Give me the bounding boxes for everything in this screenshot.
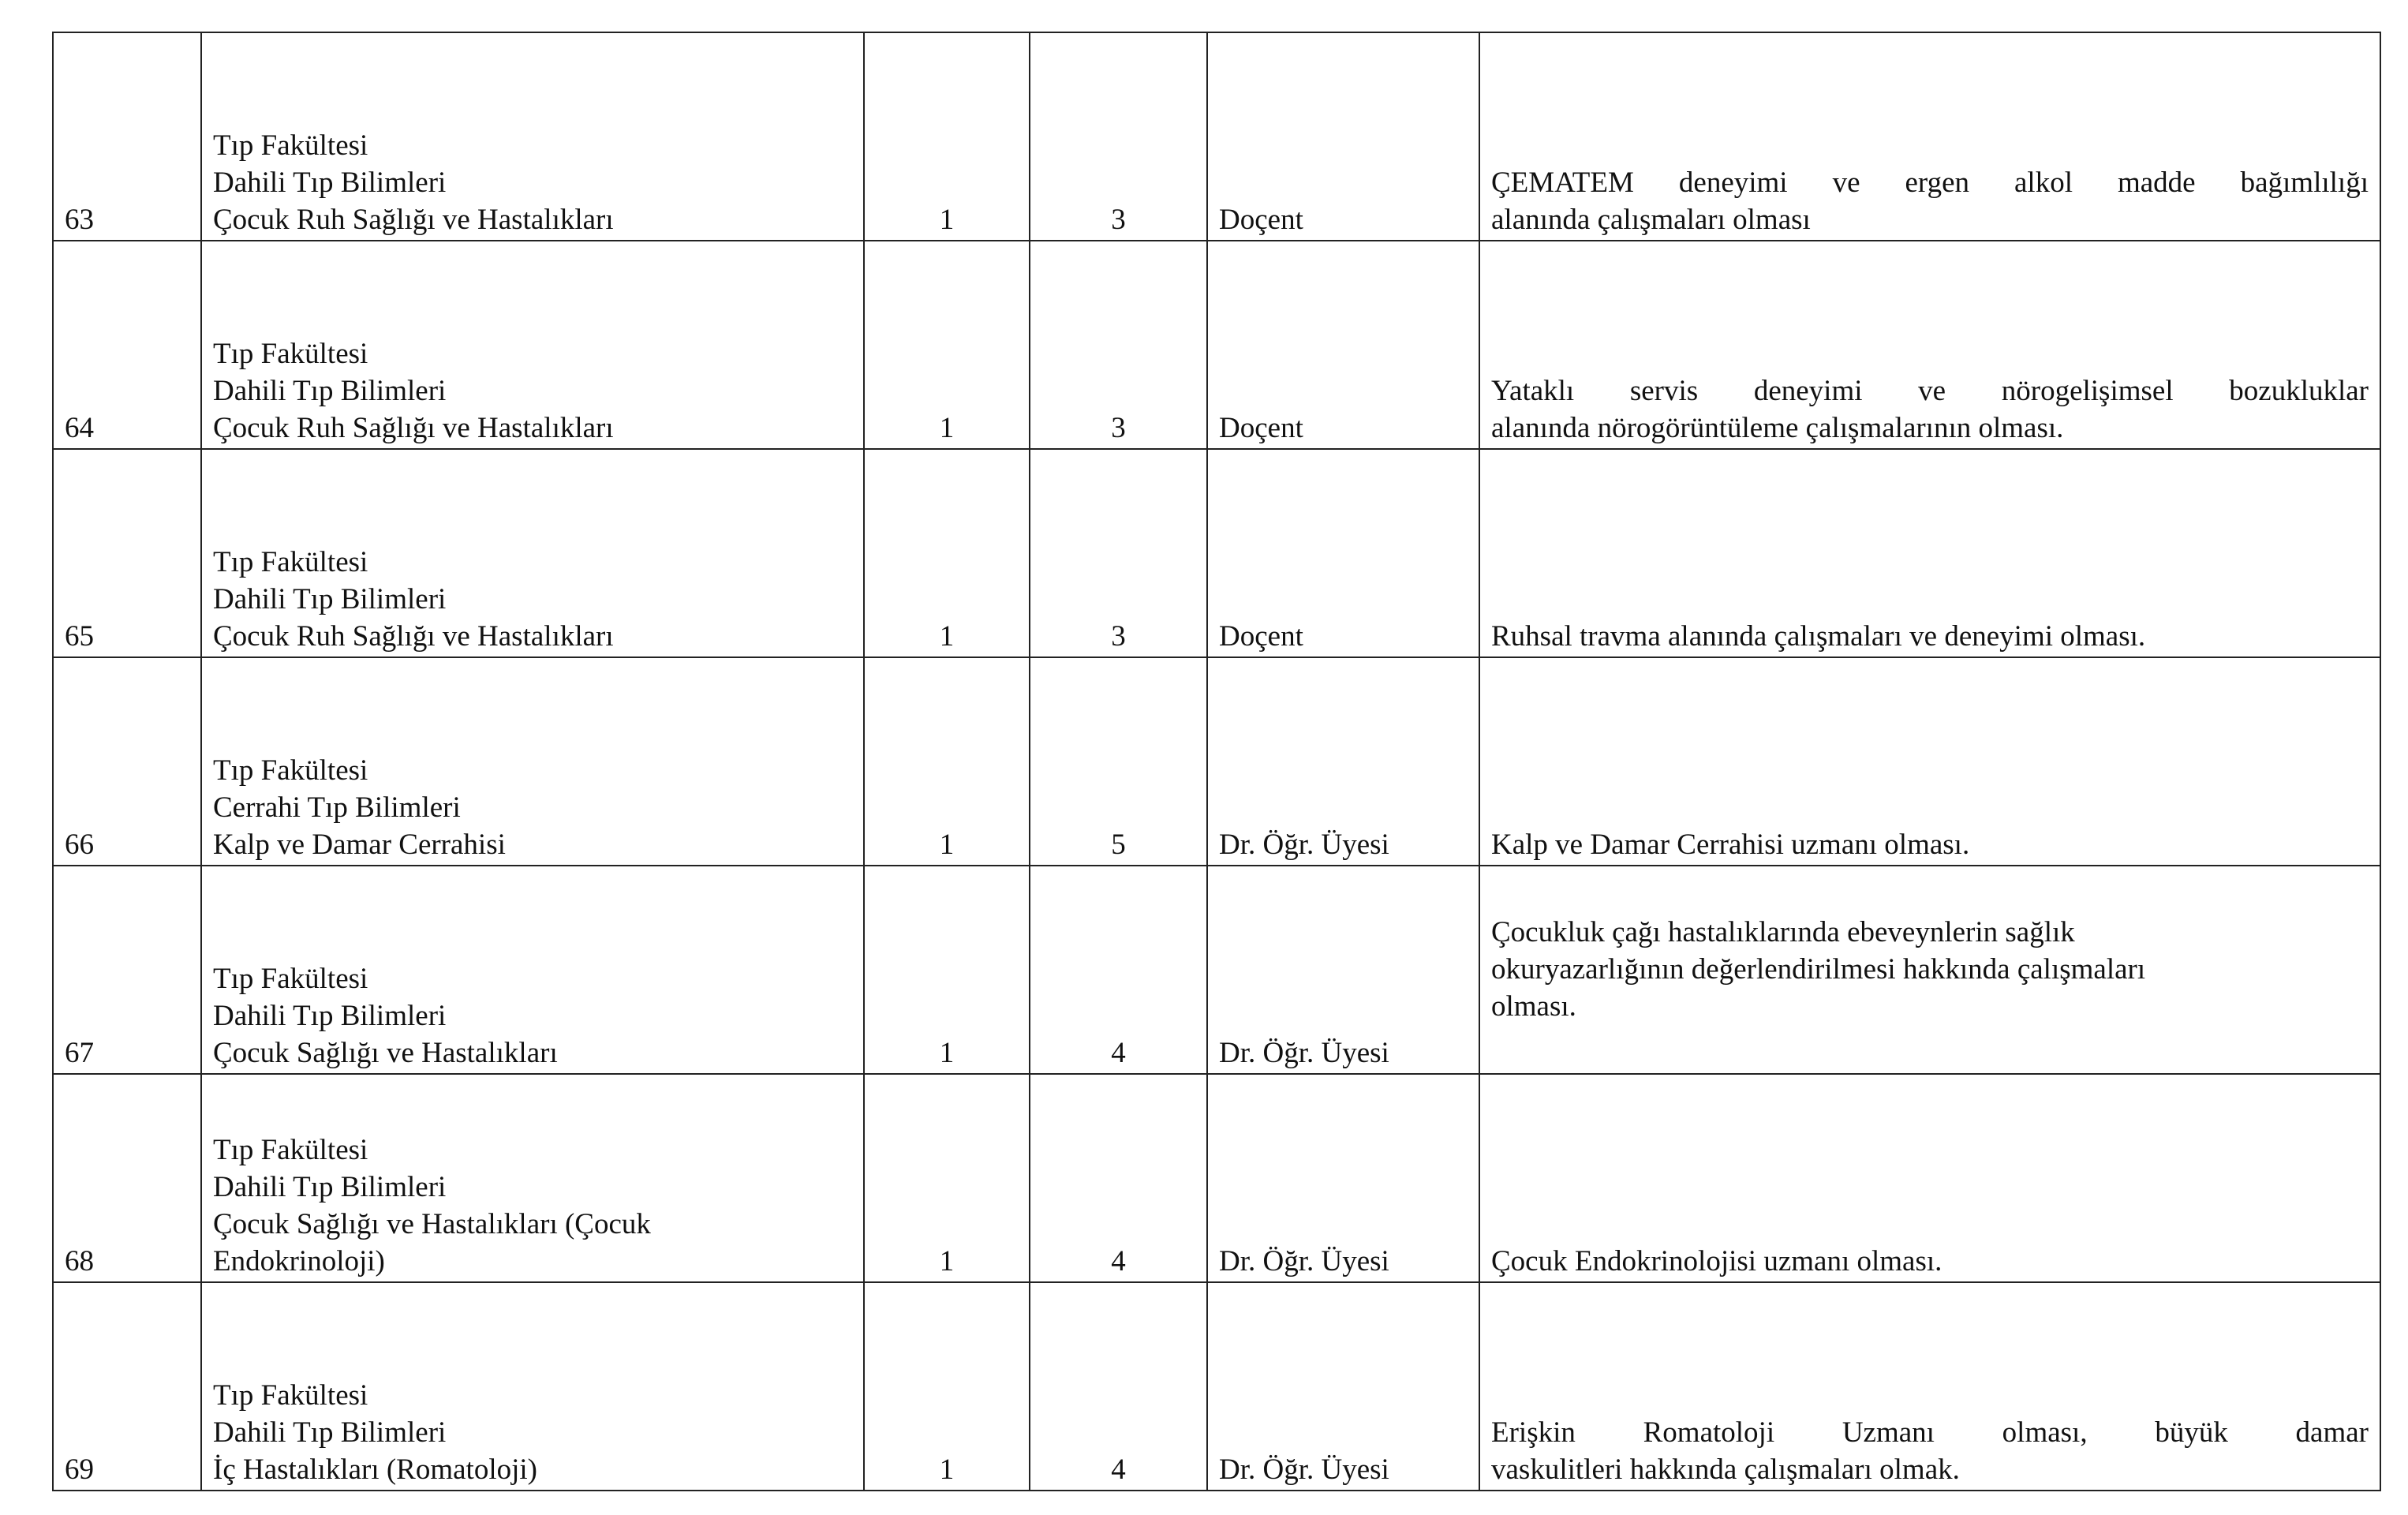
unit-line: Dahili Tıp Bilimleri	[213, 1171, 447, 1203]
unit-line: Tıp Fakültesi	[213, 1379, 368, 1412]
unit-line: Çocuk Sağlığı ve Hastalıkları	[213, 1037, 558, 1069]
grade-cell: 4	[1030, 1074, 1207, 1282]
requirement-cell	[1479, 449, 2380, 657]
requirement-cell	[1479, 866, 2380, 1074]
position-count-cell: 1	[864, 241, 1030, 449]
table-row	[53, 1074, 2380, 1282]
requirement-cell	[1479, 657, 2380, 866]
requirement-line: Kalp ve Damar Cerrahisi uzmanı olması.	[1491, 829, 1970, 861]
academic-title-cell: Doçent	[1207, 32, 1479, 241]
unit-line: Tıp Fakültesi	[213, 129, 368, 162]
unit-cell	[201, 241, 864, 449]
unit-line: Çocuk Sağlığı ve Hastalıkları (Çocuk	[213, 1208, 651, 1240]
unit-cell	[201, 449, 864, 657]
unit-line: Tıp Fakültesi	[213, 546, 368, 578]
table-row	[53, 1282, 2380, 1491]
unit-line: Endokrinoloji)	[213, 1245, 385, 1277]
row-number-cell: 64	[53, 241, 201, 449]
unit-line: Cerrahi Tıp Bilimleri	[213, 791, 461, 824]
unit-line: Çocuk Ruh Sağlığı ve Hastalıkları	[213, 412, 614, 444]
academic-title-cell: Dr. Öğr. Üyesi	[1207, 1282, 1479, 1491]
table-row	[53, 866, 2380, 1074]
table-row	[53, 657, 2380, 866]
unit-line: Kalp ve Damar Cerrahisi	[213, 829, 506, 861]
unit-cell	[201, 866, 864, 1074]
row-number-cell: 63	[53, 32, 201, 241]
requirement-line: alanında nörogörüntüleme çalışmalarının olması.	[1491, 412, 2064, 444]
unit-cell	[201, 1282, 864, 1491]
unit-cell	[201, 657, 864, 866]
requirement-cell	[1479, 32, 2380, 241]
academic-title-cell: Dr. Öğr. Üyesi	[1207, 866, 1479, 1074]
requirement-line: alanında çalışmaları olması	[1491, 204, 1811, 236]
academic-title-cell: Dr. Öğr. Üyesi	[1207, 657, 1479, 866]
requirement-cell	[1479, 241, 2380, 449]
requirement-line: olması.	[1491, 990, 1576, 1023]
unit-line: Çocuk Ruh Sağlığı ve Hastalıkları	[213, 620, 614, 653]
position-count-cell: 1	[864, 449, 1030, 657]
academic-title-cell: Doçent	[1207, 449, 1479, 657]
unit-cell	[201, 1074, 864, 1282]
table-row	[53, 241, 2380, 449]
unit-line: Tıp Fakültesi	[213, 1134, 368, 1166]
requirement-cell	[1479, 1074, 2380, 1282]
requirement-line: Çocukluk çağı hastalıklarında ebeveynlerin sağlık	[1491, 916, 2075, 948]
position-count-cell: 1	[864, 657, 1030, 866]
row-number-cell: 67	[53, 866, 201, 1074]
academic-title-cell: Doçent	[1207, 241, 1479, 449]
row-number-cell: 69	[53, 1282, 201, 1491]
document-table-wrapper	[52, 32, 2380, 1491]
unit-line: Çocuk Ruh Sağlığı ve Hastalıkları	[213, 204, 614, 236]
positions-table	[52, 32, 2381, 1491]
unit-line: Dahili Tıp Bilimleri	[213, 1416, 447, 1449]
requirement-line: ÇEMATEM deneyimi ve ergen alkol madde bağımlılığı	[1491, 166, 2369, 199]
position-count-cell: 1	[864, 1074, 1030, 1282]
grade-cell: 3	[1030, 449, 1207, 657]
requirement-line: Çocuk Endokrinolojisi uzmanı olması.	[1491, 1245, 1942, 1277]
table-row	[53, 449, 2380, 657]
unit-line: Dahili Tıp Bilimleri	[213, 375, 447, 407]
grade-cell: 4	[1030, 1282, 1207, 1491]
requirement-line: Yataklı servis deneyimi ve nörogelişimsel bozukluklar	[1491, 375, 2369, 407]
requirement-line: Ruhsal travma alanında çalışmaları ve deneyimi olması.	[1491, 620, 2146, 653]
requirement-line: vaskulitleri hakkında çalışmaları olmak.	[1491, 1453, 1960, 1486]
unit-line: Dahili Tıp Bilimleri	[213, 166, 447, 199]
requirement-line: Erişkin Romatoloji Uzmanı olması, büyük damar	[1491, 1416, 2369, 1449]
table-row	[53, 32, 2380, 241]
row-number-cell: 68	[53, 1074, 201, 1282]
unit-line: Dahili Tıp Bilimleri	[213, 1000, 447, 1032]
unit-cell	[201, 32, 864, 241]
unit-line: İç Hastalıkları (Romatoloji)	[213, 1453, 537, 1486]
requirement-cell	[1479, 1282, 2380, 1491]
academic-title-cell: Dr. Öğr. Üyesi	[1207, 1074, 1479, 1282]
row-number-cell: 66	[53, 657, 201, 866]
position-count-cell: 1	[864, 32, 1030, 241]
position-count-cell: 1	[864, 1282, 1030, 1491]
grade-cell: 4	[1030, 866, 1207, 1074]
unit-line: Tıp Fakültesi	[213, 338, 368, 370]
positions-table-body	[53, 32, 2380, 1491]
unit-line: Tıp Fakültesi	[213, 754, 368, 787]
requirement-line: okuryazarlığının değerlendirilmesi hakkında çalışmaları	[1491, 953, 2146, 986]
unit-line: Dahili Tıp Bilimleri	[213, 583, 447, 615]
grade-cell: 5	[1030, 657, 1207, 866]
unit-line: Tıp Fakültesi	[213, 963, 368, 995]
grade-cell: 3	[1030, 241, 1207, 449]
grade-cell: 3	[1030, 32, 1207, 241]
row-number-cell: 65	[53, 449, 201, 657]
position-count-cell: 1	[864, 866, 1030, 1074]
